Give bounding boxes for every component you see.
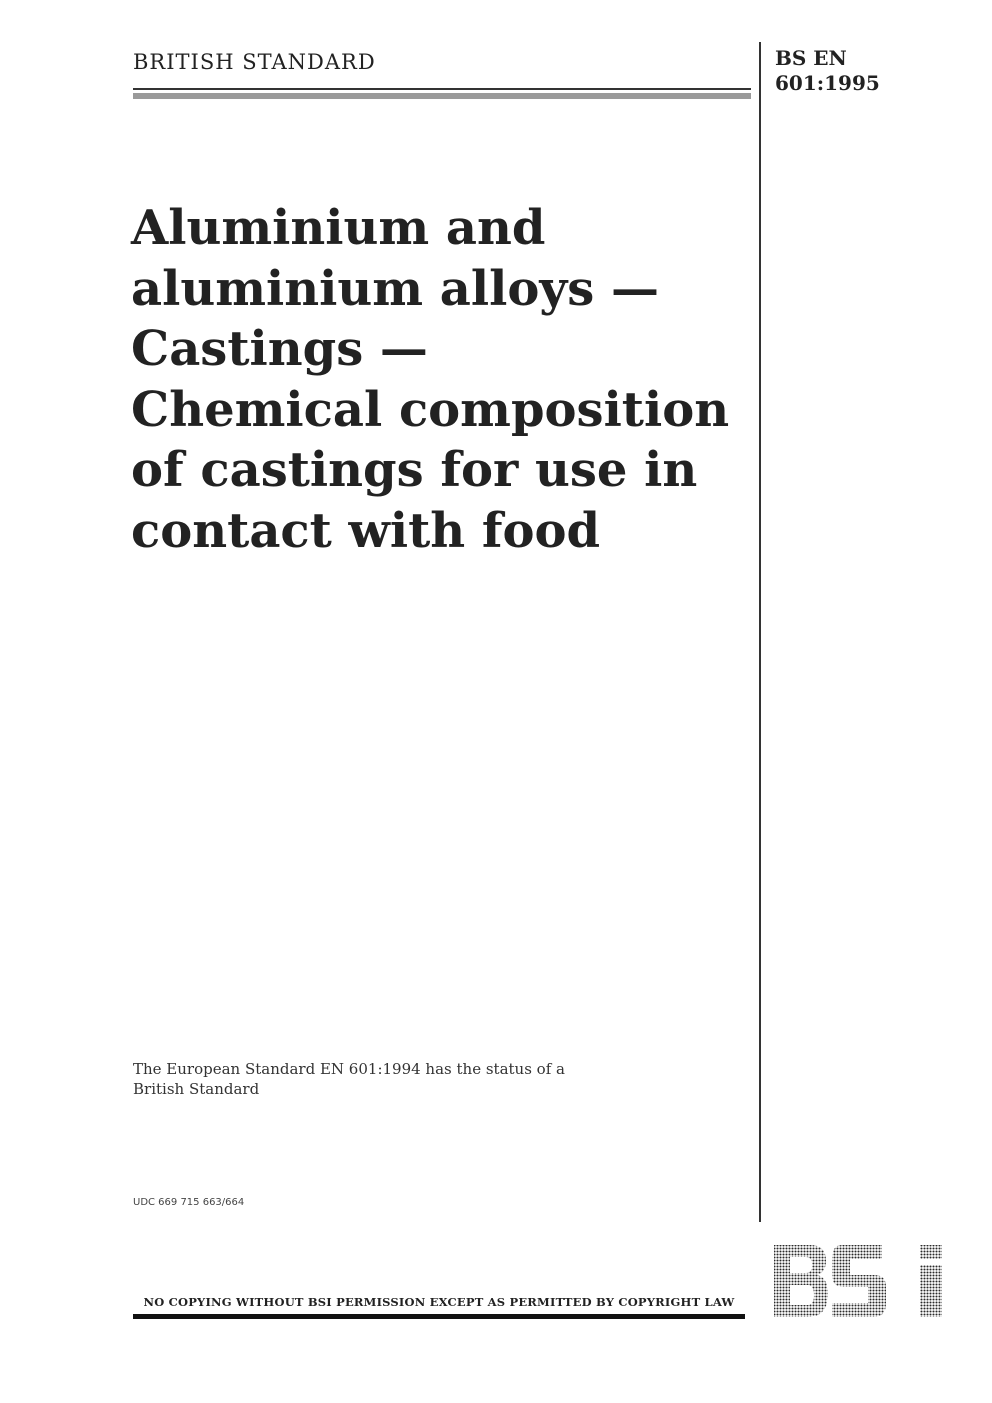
status-note-line1: The European Standard EN 601:1994 has the status of a — [133, 1060, 565, 1078]
title-line: Chemical composition — [131, 381, 730, 438]
bsi-logo-text: BSi — [898, 1317, 900, 1318]
status-note-line2: British Standard — [133, 1080, 260, 1098]
udc-classification: UDC 669 715 663/664 — [133, 1197, 245, 1208]
header-rule-thick — [133, 93, 751, 99]
document-series-label: BRITISH STANDARD — [133, 50, 376, 74]
vertical-divider — [759, 42, 761, 1222]
document-title — [131, 198, 751, 561]
footer-rule — [133, 1314, 745, 1319]
header-rule-thin — [133, 88, 751, 90]
title-line: of castings for use in — [131, 442, 698, 498]
title-line: aluminium alloys — — [131, 260, 659, 317]
title-line: Castings — — [131, 321, 428, 377]
status-note — [133, 1059, 633, 1099]
copyright-notice: NO COPYING WITHOUT BSI PERMISSION EXCEPT AS PERMITTED BY COPYRIGHT LAW — [143, 1295, 735, 1309]
standard-number — [775, 46, 880, 96]
title-line: Aluminium and — [131, 200, 546, 256]
standard-number-line1: BS EN — [775, 46, 847, 70]
standard-number-line2: 601:1995 — [775, 71, 880, 95]
bsi-logo-icon — [770, 1241, 946, 1321]
title-line: contact with food — [131, 502, 601, 559]
